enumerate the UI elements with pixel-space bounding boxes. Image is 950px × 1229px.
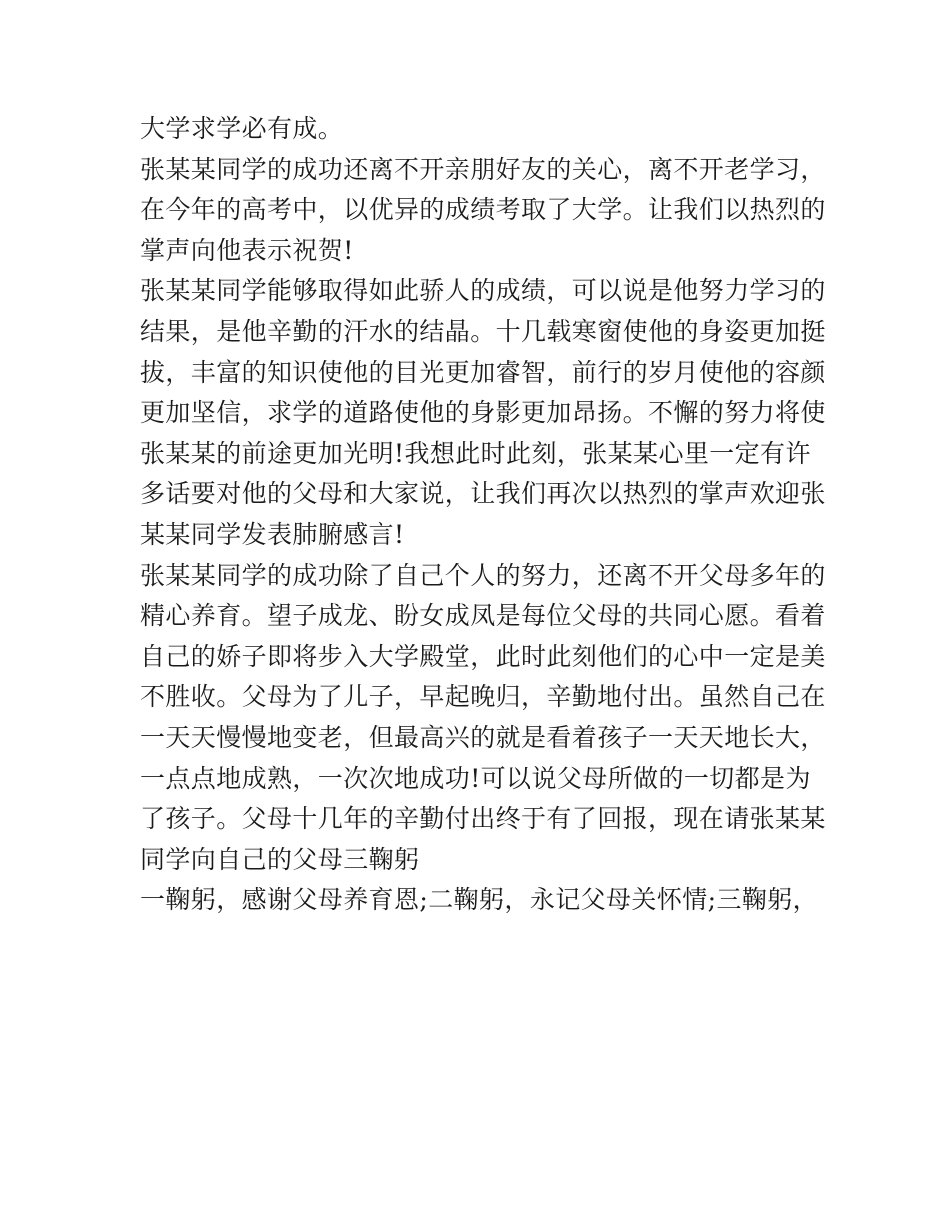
text-line: 自己的娇子即将步入大学殿堂，此时此刻他们的心中一定是美 <box>140 641 826 671</box>
text-line: 一天天慢慢地变老，但最高兴的就是看着孩子一天天地长大， <box>140 722 826 752</box>
text-line: 精心养育。望子成龙、盼女成凤是每位父母的共同心愿。看着 <box>140 601 826 631</box>
text-line: 张某某的前途更加光明!我想此时此刻，张某某心里一定有许 <box>140 438 811 468</box>
text-line: 多话要对他的父母和大家说，让我们再次以热烈的掌声欢迎张 <box>140 479 826 509</box>
text-line: 某某同学发表肺腑感言! <box>140 519 405 549</box>
text-line: 掌声向他表示祝贺! <box>140 235 354 265</box>
text-line: 一点点地成熟，一次次地成功!可以说父母所做的一切都是为 <box>140 763 811 793</box>
body-text <box>140 109 826 921</box>
text-line: 张某某同学能够取得如此骄人的成绩，可以说是他努力学习的 <box>140 276 826 306</box>
text-line: 更加坚信，求学的道路使他的身影更加昂扬。不懈的努力将使 <box>140 398 826 428</box>
text-line: 张某某同学的成功还离不开亲朋好友的关心，离不开老学习， <box>140 154 826 184</box>
text-line: 张某某同学的成功除了自己个人的努力，还离不开父母多年的 <box>140 560 826 590</box>
text-line: 了孩子。父母十几年的辛勤付出终于有了回报，现在请张某某 <box>140 804 826 834</box>
text-line: 大学求学必有成。 <box>140 114 344 143</box>
text-line: 结果，是他辛勤的汗水的结晶。十几载寒窗使他的身姿更加挺 <box>140 316 826 346</box>
text-line: 同学向自己的父母三鞠躬 <box>140 844 420 874</box>
text-line: 在今年的高考中，以优异的成绩考取了大学。让我们以热烈的 <box>140 195 826 225</box>
text-line: 一鞠躬，感谢父母养育恩;二鞠躬，永记父母关怀情;三鞠躬， <box>140 885 819 915</box>
text-line: 不胜收。父母为了儿子，早起晚归，辛勤地付出。虽然自己在 <box>140 682 826 712</box>
text-line: 拔，丰富的知识使他的目光更加睿智，前行的岁月使他的容颜 <box>140 357 826 387</box>
